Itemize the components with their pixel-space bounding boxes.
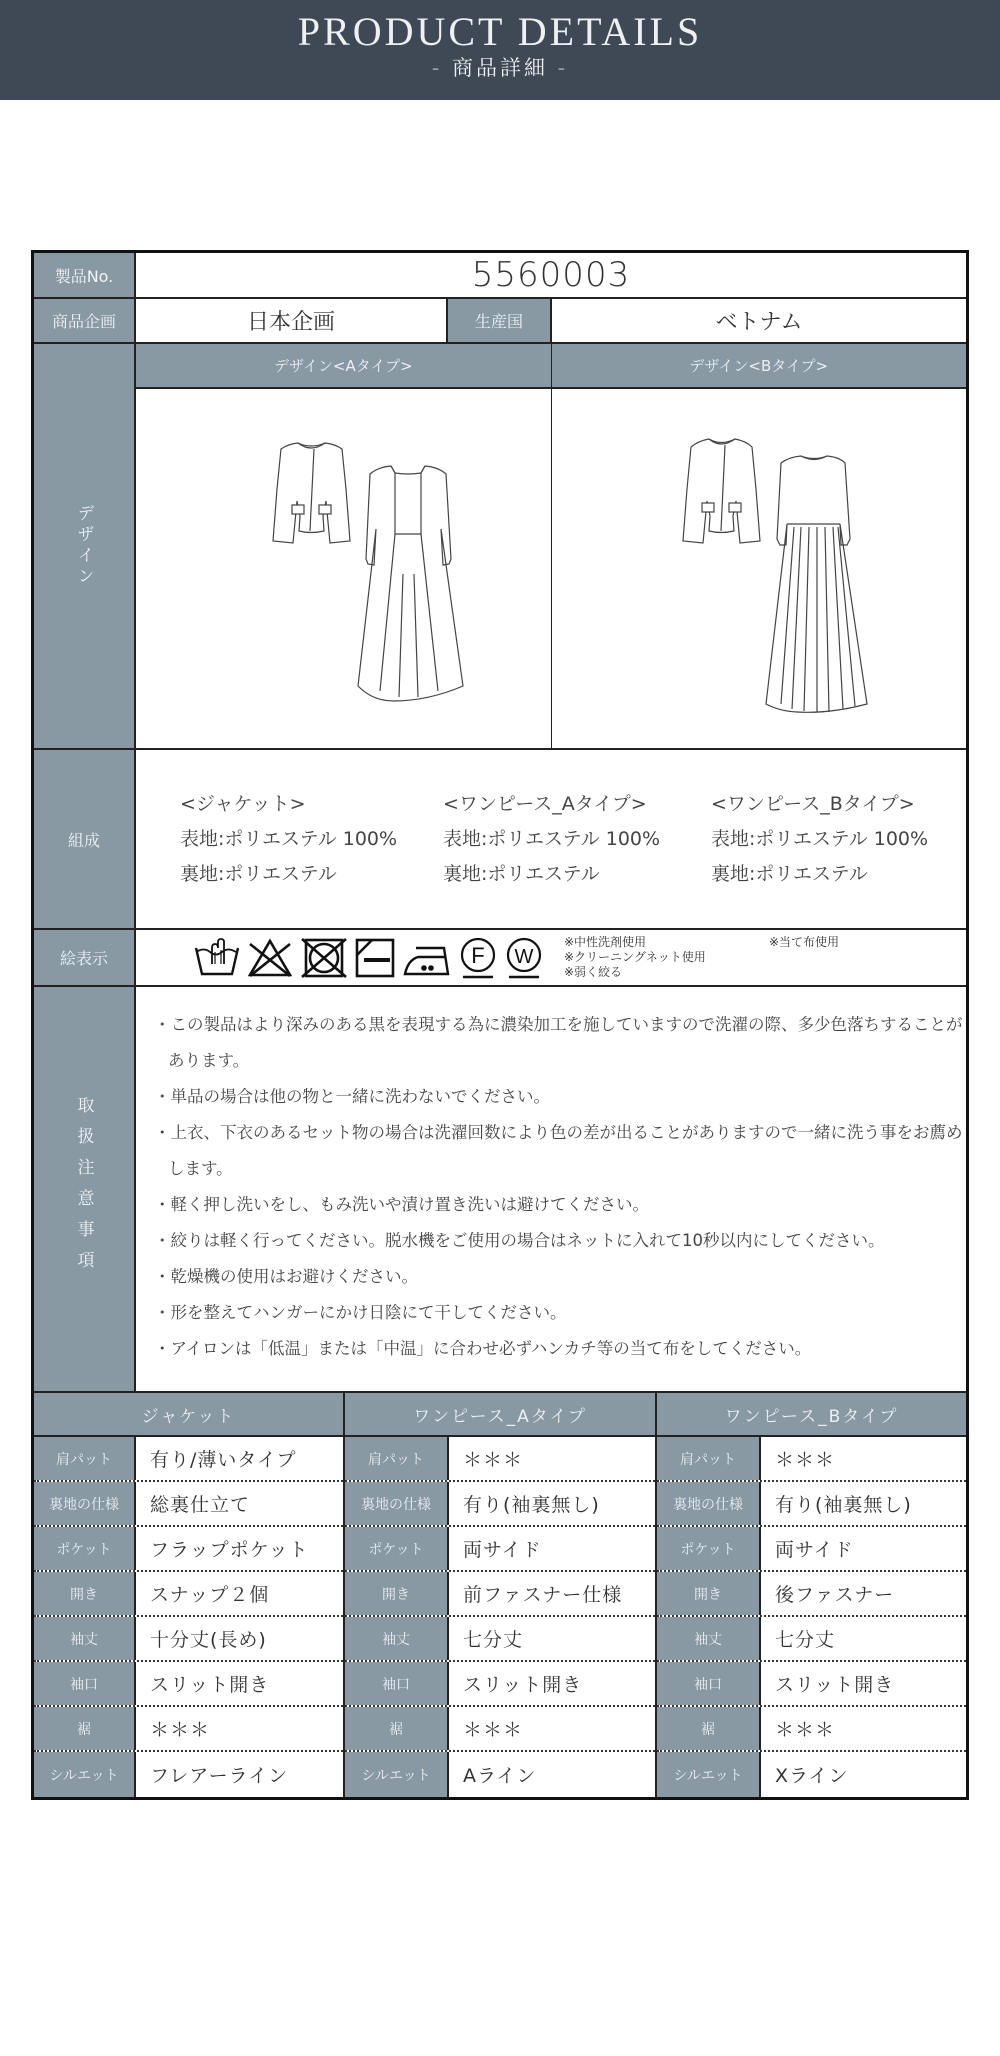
care-notes: ※中性洗剤使用 ※当て布使用 ※クリーニングネット使用 ※弱く絞る: [564, 935, 840, 979]
line-dry-shade-icon: [354, 937, 396, 979]
spec-jacket-title: ジャケット: [34, 1393, 343, 1437]
origin-value: ベトナム: [715, 310, 803, 335]
spec-jacket: [34, 1393, 345, 1797]
svg-text:W: W: [514, 945, 534, 968]
design-type-b-image: [552, 389, 967, 748]
no-bleach-icon: [246, 938, 294, 978]
handling-note: ・軽く押し洗いをし、もみ洗いや漬け置き洗いは避けてください。: [154, 1195, 649, 1214]
handling-note: ・アイロンは「低温」または「中温」に合わせ必ずハンカチ等の当て布をしてください。: [154, 1339, 812, 1358]
handling-note: ・乾燥機の使用はお避けください。: [154, 1267, 418, 1286]
plan-value: 日本企画: [136, 299, 448, 342]
plan-label: 商品企画: [34, 299, 136, 342]
garment-a-illustration-icon: [213, 429, 473, 709]
dry-clean-f-icon: [458, 936, 498, 980]
page-header: [0, 0, 1000, 100]
spec-row: 開き スナップ２個: [34, 1572, 343, 1617]
spec-row: 開き 後ファスナー: [657, 1572, 966, 1617]
spec-row: 肩パット ＊＊＊: [657, 1437, 966, 1482]
spec-row: 肩パット 有り/薄いタイプ: [34, 1437, 343, 1482]
spec-row: シルエット Aライン: [345, 1752, 655, 1797]
page-subtitle: - 商品詳細 -: [431, 56, 569, 80]
handling-note: ・この製品はより深みのある黒を表現する為に濃染加工を施していますので洗濯の際、多少色落ちすることがあります。: [154, 1015, 963, 1070]
page-title: PRODUCT DETAILS: [297, 9, 703, 54]
spec-dress-b-title: ワンピース_Bタイプ: [657, 1393, 966, 1437]
spec-tables: [34, 1391, 966, 1797]
spec-row: 裾 ＊＊＊: [345, 1707, 655, 1752]
spec-row: 袖丈 七分丈: [657, 1617, 966, 1662]
spec-dress-a-title: ワンピース_Aタイプ: [345, 1393, 655, 1437]
spec-row: ポケット 両サイド: [345, 1527, 655, 1572]
spec-dress-a: [345, 1393, 657, 1797]
wet-clean-w-icon: [504, 936, 544, 980]
handling-note: ・形を整えてハンガーにかけ日陰にて干してください。: [154, 1303, 567, 1322]
garment-b-illustration-icon: [629, 419, 889, 719]
design-row: [34, 342, 966, 748]
origin-label: 生産国: [448, 299, 552, 342]
care-symbols-row: [34, 928, 966, 985]
spec-row: シルエット Xライン: [657, 1752, 966, 1797]
spec-row: 袖丈 十分丈(長め): [34, 1617, 343, 1662]
product-no-row: [34, 253, 966, 297]
design-type-b-header: デザイン<Bタイプ>: [689, 357, 829, 375]
hand-wash-icon: [194, 938, 240, 978]
spec-row: ポケット 両サイド: [657, 1527, 966, 1572]
handling-notes-list: [136, 987, 966, 1391]
iron-medium-icon: [402, 938, 452, 978]
care-symbols-label: 絵表示: [34, 930, 136, 985]
spec-row: ポケット フラップポケット: [34, 1527, 343, 1572]
product-details-sheet: [31, 250, 969, 1800]
handling-note: ・絞りは軽く行ってください。脱水機をご使用の場合はネットに入れて10秒以内にしてください。: [154, 1231, 885, 1250]
handling-notes-label: 取扱注意事項: [34, 987, 136, 1391]
spec-row: 裏地の仕様 有り(袖裏無し): [345, 1482, 655, 1527]
spec-row: 裏地の仕様 総裏仕立て: [34, 1482, 343, 1527]
design-type-a-image: [136, 389, 552, 748]
spec-row: 裏地の仕様 有り(袖裏無し): [657, 1482, 966, 1527]
design-type-a-header: デザイン<Aタイプ>: [136, 344, 552, 387]
spec-row: シルエット フレアーライン: [34, 1752, 343, 1797]
composition-jacket: <ジャケット> 表地:ポリエステル 100% 裏地:ポリエステル: [180, 792, 398, 885]
composition-row: [34, 748, 966, 928]
spec-row: 肩パット ＊＊＊: [345, 1437, 655, 1482]
no-tumble-dry-icon: [300, 937, 348, 979]
spec-row: 袖丈 七分丈: [345, 1617, 655, 1662]
composition-label: 組成: [34, 750, 136, 928]
spec-row: 袖口 スリット開き: [34, 1662, 343, 1707]
svg-text:F: F: [471, 942, 485, 968]
design-label: デザイン: [34, 344, 136, 748]
spec-row: 開き 前ファスナー仕様: [345, 1572, 655, 1617]
handling-note: ・上衣、下衣のあるセット物の場合は洗濯回数により色の差が出ることがありますので一緒に洗う事をお薦めします。: [154, 1123, 963, 1178]
composition-dress-a: <ワンピース_Aタイプ> 表地:ポリエステル 100% 裏地:ポリエステル: [443, 792, 661, 885]
composition-dress-b: <ワンピース_Bタイプ> 表地:ポリエステル 100% 裏地:ポリエステル: [711, 792, 929, 885]
product-no-label: 製品No.: [34, 253, 136, 297]
spec-row: 裾 ＊＊＊: [34, 1707, 343, 1752]
spec-row: 裾 ＊＊＊: [657, 1707, 966, 1752]
plan-origin-row: [34, 297, 966, 342]
handling-note: ・単品の場合は他の物と一緒に洗わないでください。: [154, 1087, 550, 1106]
product-no-value: 5560003: [471, 255, 631, 295]
spec-dress-b: [657, 1393, 966, 1797]
spec-row: 袖口 スリット開き: [345, 1662, 655, 1707]
spec-row: 袖口 スリット開き: [657, 1662, 966, 1707]
handling-notes-row: [34, 985, 966, 1391]
